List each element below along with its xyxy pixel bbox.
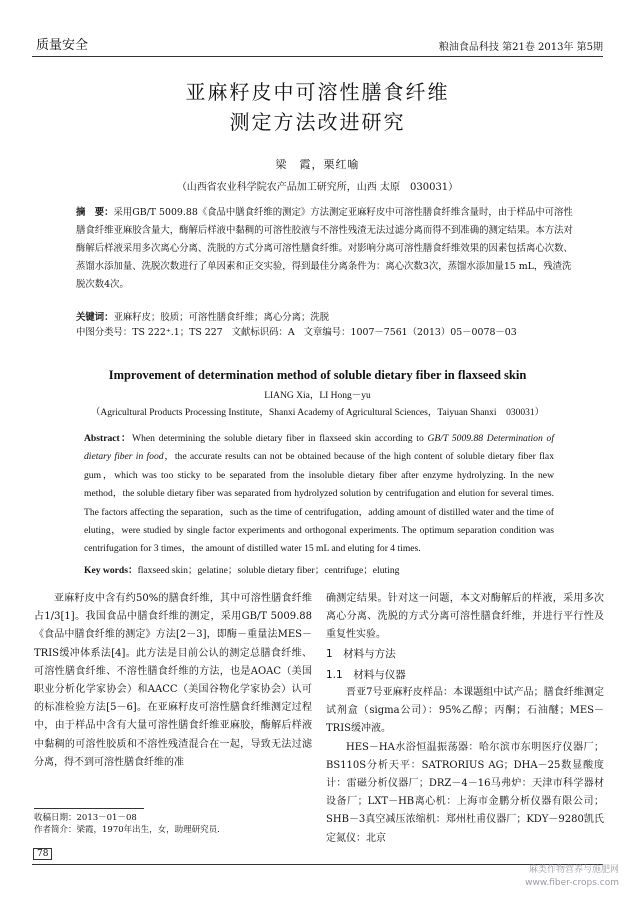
article-label: 文章编号：: [303, 327, 351, 338]
affiliation: （山西省农业科学院农产品加工研究所，山西 太原 030031）: [176, 182, 459, 193]
footer-rule: [32, 864, 603, 865]
intro-paragraph: 亚麻籽皮中含有约50%的膳食纤维，其中可溶性膳食纤维占1/3[1]。我国食品中膳食纤维的测定，采用GB/T 5009.88《食品中膳食纤维的测定》方法[2－3]，即酶－重量法MES－TRIS缓冲体系法[4]。此方法是目前公认的测定总膳食纤维、可溶性膳食纤维、不溶性膳食纤维的方法，也是AOAC（美国职业分析化学家协会）和AACC（美国谷物化学家协会）认可的标准检验方法[5－6]。在亚麻籽皮可溶性膳食纤维测定过程中，由于样品中含有大量可溶性膳食纤维亚麻胶，酶解后样液中黏稠的可溶性胶质和不溶性残渣混合在一起，导致无法过滤分离，得不到可溶性膳食纤维的准: [34, 593, 312, 768]
doc-label: 文献标识码：: [231, 327, 288, 338]
abstract-en-label: Abstract：: [84, 433, 133, 444]
article-value: 1007－7561（2013）05－0078－03: [350, 327, 517, 338]
footnote: [34, 812, 314, 836]
body-left-column: [34, 590, 312, 772]
received-date: 收稿日期：2013－01－08: [34, 813, 137, 823]
english-affiliation: （Agricultural Products Processing Institute，Shanxi Academy of Agricultural Sciences，Taiyuan Shanxi 030031）: [90, 408, 545, 418]
abstract-cn-text: 采用GB/T 5009.88《食品中膳食纤维的测定》方法测定亚麻籽皮中可溶性膳食纤维含量时，由于样品中可溶性膳食纤维亚麻胶含量大，酶解后样液中黏稠的可溶性胶液与不溶性残渣无法过滤分离而得不到准确的测定结果。本方法对酶解后样液采用多次离心分离、洗脱的方式分离可溶性膳食纤维。对影响分离可溶性膳食纤维效果的因素包括离心次数、蒸馏水添加量、洗脱次数进行了单因素和正交实验，得到最佳分离条件为：离心次数3次，蒸馏水添加量15 mL，残渣洗脱次数4次。: [76, 207, 573, 290]
intro-continuation: 确测定结果。针对这一问题，本文对酶解后的样液，采用多次离心分离、洗脱的方式分离可溶性膳食纤维，并进行平行性及重复性实验。: [326, 593, 604, 641]
abstract-en-italic: GB/T 5009.88 Determination of dietary fiber in food: [84, 433, 554, 463]
keywords-en: [84, 562, 554, 576]
journal-issue: 粮油食品科技 第21卷 2013年 第5期: [438, 42, 603, 53]
watermark-line2: www.fiber-crops.com: [525, 878, 619, 888]
abstract-en-post: ，the accurate results can not be obtained because of the high content of soluble dietary fiber flax gum，which was too sticky to be separated from the insoluble dietary fiber after enzyme hydrolyzing. In the new method，the soluble dietary fiber was separated from hydrolyzed solution by centrifugation and elution for several times. The factors affecting the separation，such as the time of centrifugation，adding amount of distilled water and the time of eluting，were studied by single factor experiments and orthogonal experiments. The optimum separation condition was centrifugation for 3 times，the amount of distilled water 15 mL and eluting for 4 times.: [84, 451, 554, 555]
section-heading-1-1: 1.1 材料与仪器: [326, 668, 406, 681]
keywords-cn-text: 亚麻籽皮；胶质；可溶性膳食纤维；离心分离；洗脱: [113, 312, 330, 323]
abstract-en: [84, 430, 554, 559]
english-authors: LIANG Xia，LI Hong－yu: [264, 391, 371, 401]
clc-value: TS 222⁺.1；TS 227: [132, 327, 223, 338]
abstract-en-pre: When determining the soluble dietary fiber in flaxseed skin according to: [132, 433, 428, 444]
keywords-en-label: Key words：: [84, 565, 138, 576]
title-line2: 测定方法改进研究: [229, 110, 406, 134]
keywords-cn-label: 关键词：: [76, 312, 114, 323]
title-line1: 亚麻籽皮中可溶性膳食纤维: [185, 80, 450, 104]
instruments-paragraph: HES－HA水浴恒温振荡器：哈尔滨市东明医疗仪器厂；BS110S分析天平：SATRORIUS AG；DHA－25数显酸度计：雷磁分析仪器厂；DRZ－4－16马弗炉：天津市科学器材设备厂；LXT－HB离心机：上海市金鹏分析仪器有限公司；SHB－3真空减压浓缩机：郑州杜甫仪器厂；KDY－9280凯氏定氮仪：北京: [326, 741, 604, 844]
materials-paragraph: 晋亚7号亚麻籽皮样品：本课题组中试产品；膳食纤维测定试剂盒（sigma公司）：95%乙醇；丙酮；石油醚；MES－TRIS缓冲液。: [326, 687, 604, 735]
classification: [76, 324, 596, 338]
header-rule: [32, 56, 603, 57]
page-number: 78: [33, 848, 52, 860]
abstract-cn: [76, 204, 576, 294]
footnote-rule: [34, 808, 144, 809]
english-title: Improvement of determination method of soluble dietary fiber in flaxseed skin: [108, 368, 527, 382]
author-bio: 作者简介：梁霞，1970年出生，女，助理研究员.: [34, 825, 220, 835]
section-heading-1: 1 材料与方法: [326, 647, 396, 660]
doc-value: A: [287, 327, 295, 338]
abstract-cn-label: 摘 要：: [76, 207, 114, 218]
watermark: [525, 864, 619, 890]
section-label: 质量安全: [36, 38, 89, 53]
keywords-en-text: flaxseed skin；gelatine；soluble dietary fiber；centrifuge；eluting: [137, 565, 400, 576]
body-right-column: [326, 590, 604, 848]
watermark-line1: 麻类作物营养与施肥网: [528, 865, 619, 875]
authors: 梁 霞，栗红喻: [275, 158, 360, 171]
clc-label: 中图分类号：: [76, 327, 133, 338]
